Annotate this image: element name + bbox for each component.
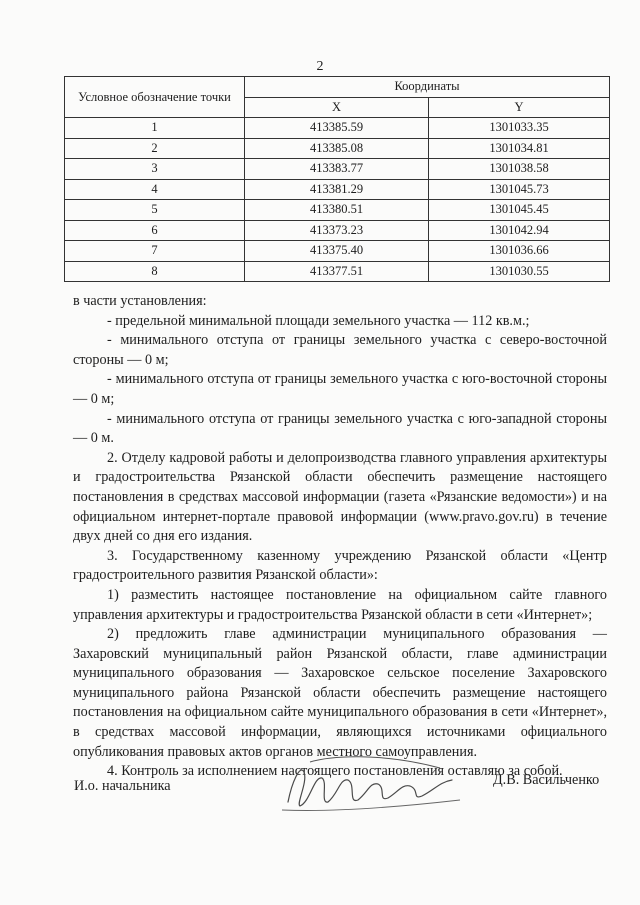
table-row bbox=[65, 200, 610, 221]
paragraph-southwest-setback: - минимального отступа от границы земельного участка с юго-западной стороны — 0 м. bbox=[73, 410, 607, 447]
cell-x: 413381.29 bbox=[245, 179, 429, 200]
header-x: X bbox=[245, 97, 429, 118]
header-y: Y bbox=[429, 97, 610, 118]
cell-y: 1301030.55 bbox=[429, 261, 610, 282]
cell-y: 1301036.66 bbox=[429, 241, 610, 262]
cell-point: 7 bbox=[65, 241, 245, 262]
signatory-position: И.о. начальника bbox=[74, 778, 171, 794]
cell-y: 1301042.94 bbox=[429, 220, 610, 241]
cell-x: 413373.23 bbox=[245, 220, 429, 241]
cell-x: 413385.08 bbox=[245, 138, 429, 159]
paragraph-item-4: 4. Контроль за исполнением настоящего постановления оставляю за собой. bbox=[107, 763, 563, 780]
document-body bbox=[73, 292, 607, 782]
cell-y: 1301045.45 bbox=[429, 200, 610, 221]
paragraph-item-2: 2. Отделу кадровой работы и делопроизводства главного управления архитектуры и градостроительства Рязанской области обеспечить размещение настоящего постановления в средствах массовой информации (газета «Рязанские ведомости») и на официальном интернет-портале правовой информации (www.pravo.gov.ru) в течение двух дней со дня его издания. bbox=[73, 449, 607, 545]
paragraph-northeast-setback: - минимального отступа от границы земельного участка с северо-восточной стороны — 0 м; bbox=[73, 332, 607, 368]
cell-x: 413377.51 bbox=[245, 261, 429, 282]
header-coordinates: Координаты bbox=[245, 77, 610, 98]
handwritten-signature bbox=[270, 742, 470, 822]
header-point-label: Условное обозначение точки bbox=[65, 77, 245, 118]
cell-point: 8 bbox=[65, 261, 245, 282]
cell-y: 1301034.81 bbox=[429, 138, 610, 159]
cell-x: 413383.77 bbox=[245, 159, 429, 180]
table-row bbox=[65, 179, 610, 200]
table-row bbox=[65, 241, 610, 262]
cell-point: 1 bbox=[65, 118, 245, 139]
paragraph-southeast-setback: - минимального отступа от границы земельного участка с юго-восточной стороны — 0 м; bbox=[73, 371, 607, 407]
paragraph-item-3-1: 1) разместить настоящее постановление на официальном сайте главного управления архитектуры и градостроительства Рязанской области в сети «Интернет»; bbox=[73, 586, 607, 623]
paragraph-item-3: 3. Государственному казенному учреждению Рязанской области «Центр градостроительного развития Рязанской области»: bbox=[73, 547, 607, 584]
page-number: 2 bbox=[316, 59, 324, 74]
paragraph-intro: в части установления: bbox=[73, 293, 207, 309]
coordinates-table bbox=[64, 76, 610, 282]
cell-point: 6 bbox=[65, 220, 245, 241]
signatory-name: Д.В. Васильченко bbox=[493, 772, 600, 788]
paragraph-min-area: - предельной минимальной площади земельного участка — 112 кв.м.; bbox=[107, 312, 530, 329]
paragraph-item-3-2: 2) предложить главе администрации муниципального образования — Захаровский муниципальный район Рязанской области, главе администрации муниципального образования — Захаровское сельское поселение Захаровского муниципального района Рязанской области обеспечить размещение настоящего постановления на официальном сайте муниципального образования в сети «Интернет», в средствах массовой информации, являющихся источниками официального опубликования правовых актов органов местного самоуправления. bbox=[73, 626, 607, 760]
cell-y: 1301038.58 bbox=[429, 159, 610, 180]
table-row bbox=[65, 261, 610, 282]
cell-x: 413385.59 bbox=[245, 118, 429, 139]
cell-x: 413375.40 bbox=[245, 241, 429, 262]
cell-x: 413380.51 bbox=[245, 200, 429, 221]
table-row bbox=[65, 159, 610, 180]
table-row bbox=[65, 118, 610, 139]
table-header-row bbox=[65, 77, 610, 98]
table-row bbox=[65, 220, 610, 241]
cell-point: 4 bbox=[65, 179, 245, 200]
table-row bbox=[65, 138, 610, 159]
cell-point: 5 bbox=[65, 200, 245, 221]
cell-y: 1301045.73 bbox=[429, 179, 610, 200]
cell-y: 1301033.35 bbox=[429, 118, 610, 139]
cell-point: 2 bbox=[65, 138, 245, 159]
cell-point: 3 bbox=[65, 159, 245, 180]
